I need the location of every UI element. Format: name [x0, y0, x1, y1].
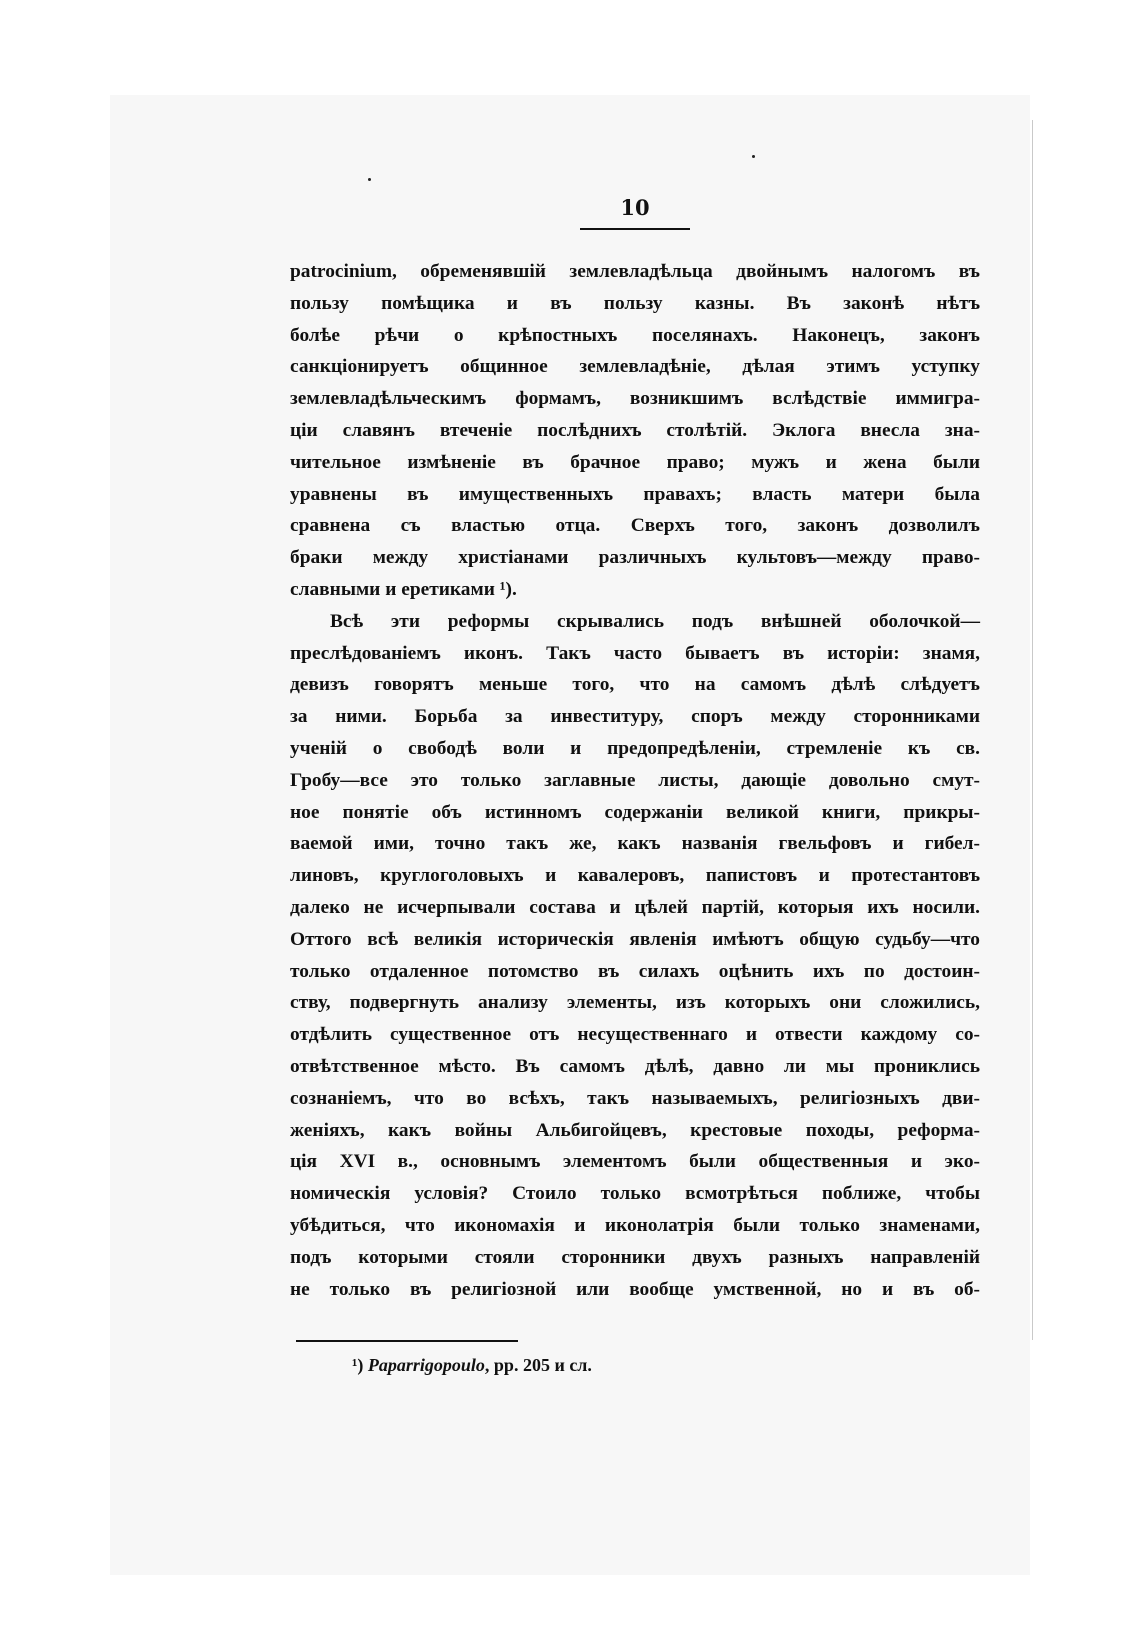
text-line: за ними. Борьба за инвеституру, споръ между сторонниками	[290, 706, 980, 728]
text-line: сознаніемъ, что во всѣхъ, такъ называемыхъ, религіозныхъ дви-	[290, 1087, 980, 1109]
text-line: отвѣтственное мѣсто. Въ самомъ дѣлѣ, давно ли мы прониклись	[290, 1055, 980, 1077]
text-line: сравнена съ властью отца. Сверхъ того, законъ дозволилъ	[290, 515, 980, 537]
footnote-rule	[296, 1340, 518, 1342]
text-line: уравнены въ имущественныхъ правахъ; власть матери была	[290, 483, 980, 505]
text-line: Всѣ эти реформы скрывались подъ внѣшней оболочкой—	[330, 610, 980, 632]
text-line: ное понятіе объ истинномъ содержаніи великой книги, прикры-	[290, 801, 980, 823]
text-line: подъ которыми стояли сторонники двухъ разныхъ направленій	[290, 1246, 980, 1268]
text-line: санкціонируетъ общинное землевладѣніе, дѣлая этимъ уступку	[290, 356, 980, 378]
text-line: пользу помѣщика и въ пользу казны. Въ законѣ нѣтъ	[290, 292, 980, 314]
text-line: Оттого всѣ великія историческія явленія имѣютъ общую судьбу—что	[290, 928, 980, 950]
footnote-author: Paparrigopoulo	[367, 1355, 485, 1375]
text-line: ваемой ими, точно такъ же, какъ названія гвельфовъ и гибел-	[290, 833, 980, 855]
text-line: не только въ религіозной или вообще умственной, но и въ об-	[290, 1278, 980, 1300]
text-line: ція XVI в., основнымъ элементомъ были общественныя и эко-	[290, 1151, 980, 1173]
text-line: номическія условія? Стоило только всмотрѣться поближе, чтобы	[290, 1183, 980, 1205]
text-line: ству, подвергнуть анализу элементы, изъ которыхъ они сложились,	[290, 992, 980, 1014]
page-number-rule	[580, 228, 690, 230]
text-line: преслѣдованіемъ иконъ. Такъ часто бываетъ въ исторіи: знамя,	[290, 642, 980, 664]
text-line: ученій о свободѣ воли и предопредѣленіи, стремленіе къ св.	[290, 737, 980, 759]
text-line: женіяхъ, какъ войны Альбигойцевъ, крестовые походы, реформа-	[290, 1119, 980, 1141]
page-number: 10	[620, 195, 650, 220]
scan-speck	[368, 178, 371, 181]
footnote-reference: , pp. 205 и сл.	[484, 1355, 592, 1375]
page-edge-line	[1032, 120, 1033, 1340]
body-text	[290, 256, 980, 1305]
text-line: отдѣлить существенное отъ несущественнаго и отвести каждому со-	[290, 1024, 980, 1046]
footnote	[352, 1355, 592, 1376]
text-line: браки между христіанами различныхъ культовъ—между право-	[290, 547, 980, 569]
text-line: далеко не исчерпывали состава и цѣлей партій, которыя ихъ носили.	[290, 896, 980, 918]
text-line: Гробу—все это только заглавные листы, дающіе довольно смут-	[290, 769, 980, 791]
text-line: чительное измѣненіе въ брачное право; мужъ и жена были	[290, 451, 980, 473]
scan-speck	[752, 155, 755, 158]
text-line: patrocinium, обременявшій землевладѣльца двойнымъ налогомъ въ	[290, 261, 980, 282]
footnote-marker: ¹)	[352, 1355, 364, 1375]
text-line: убѣдиться, что икономахія и иконолатрія были только знаменами,	[290, 1214, 980, 1236]
text-line: девизъ говорятъ меньше того, что на самомъ дѣлѣ слѣдуетъ	[290, 674, 980, 696]
text-line: ціи славянъ втеченіе послѣднихъ столѣтій. Эклога внесла зна-	[290, 419, 980, 441]
text-line: землевладѣльческимъ формамъ, возникшимъ вслѣдствіе иммигра-	[290, 388, 980, 410]
text-line: болѣе рѣчи о крѣпостныхъ поселянахъ. Наконецъ, законъ	[290, 324, 980, 346]
text-line: только отдаленное потомство въ силахъ оцѣнить ихъ по достоин-	[290, 960, 980, 982]
text-line: славными и еретиками ¹).	[290, 578, 517, 600]
text-line: линовъ, круглоголовыхъ и кавалеровъ, папистовъ и протестантовъ	[290, 865, 980, 887]
